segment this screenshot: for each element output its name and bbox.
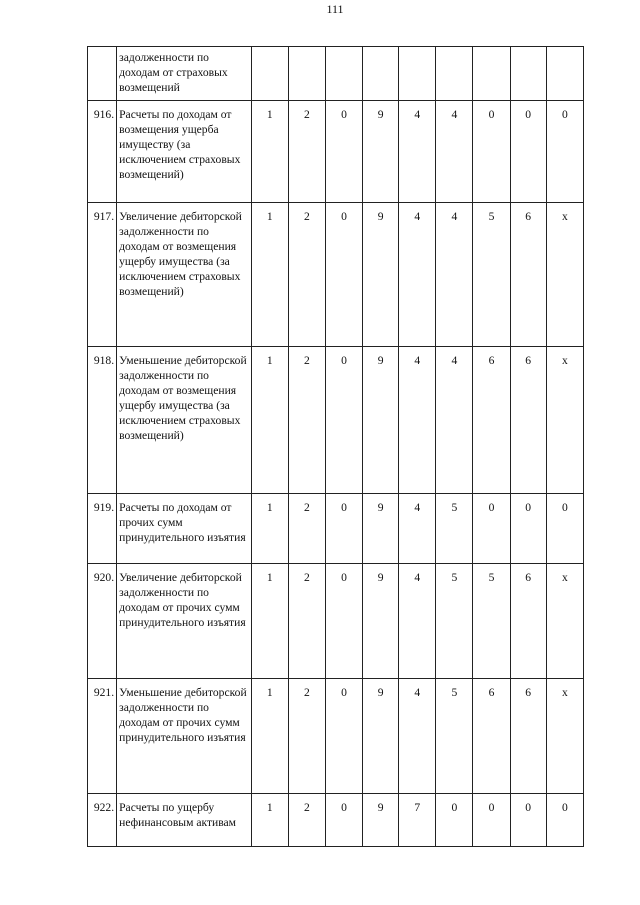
code-digit: 1 [251, 101, 288, 203]
code-digit: 9 [363, 101, 399, 203]
code-digit: 2 [288, 494, 325, 564]
code-digit: 9 [363, 203, 399, 347]
code-digit [288, 47, 325, 101]
code-digit [325, 47, 362, 101]
code-digit: 2 [288, 794, 325, 847]
code-digit: 0 [473, 794, 510, 847]
code-digit [546, 47, 583, 101]
code-digit: 4 [436, 347, 473, 494]
code-digit: x [546, 347, 583, 494]
table-row [88, 679, 584, 794]
table-row [88, 494, 584, 564]
account-name: Расчеты по доходам от возмещения ущерба имуществу (за исключением страховых возмещений) [117, 101, 252, 203]
code-digit: 0 [325, 564, 362, 679]
row-number: 916. [88, 101, 117, 203]
code-digit: 4 [436, 203, 473, 347]
code-digit: 0 [473, 494, 510, 564]
code-digit [510, 47, 546, 101]
code-digit: 2 [288, 564, 325, 679]
account-name: Уменьшение дебиторской задолженности по доходам от прочих сумм принудительного изъятия [117, 679, 252, 794]
code-digit [363, 47, 399, 101]
row-number: 918. [88, 347, 117, 494]
code-digit: 5 [473, 564, 510, 679]
code-digit: 6 [473, 679, 510, 794]
code-digit: 9 [363, 794, 399, 847]
table-row [88, 347, 584, 494]
row-number: 922. [88, 794, 117, 847]
code-digit: 0 [510, 794, 546, 847]
code-digit: 1 [251, 794, 288, 847]
code-digit: 4 [399, 101, 436, 203]
code-digit: 0 [546, 794, 583, 847]
code-digit: 9 [363, 347, 399, 494]
code-digit: 0 [325, 203, 362, 347]
code-digit: 5 [436, 679, 473, 794]
code-digit: 2 [288, 203, 325, 347]
code-digit: 6 [473, 347, 510, 494]
code-digit: 0 [325, 494, 362, 564]
code-digit [251, 47, 288, 101]
row-number [88, 47, 117, 101]
code-digit: 2 [288, 101, 325, 203]
code-digit: 4 [399, 203, 436, 347]
code-digit: 0 [546, 494, 583, 564]
code-digit: 4 [436, 101, 473, 203]
code-digit: 6 [510, 564, 546, 679]
code-digit: 0 [325, 679, 362, 794]
code-digit: 1 [251, 564, 288, 679]
code-digit: 4 [399, 564, 436, 679]
row-number: 920. [88, 564, 117, 679]
code-digit: 5 [436, 494, 473, 564]
account-name: Расчеты по ущербу нефинансовым активам [117, 794, 252, 847]
page-number: 111 [326, 2, 344, 16]
code-digit: 0 [325, 794, 362, 847]
code-digit: 1 [251, 203, 288, 347]
code-digit [473, 47, 510, 101]
code-digit: 6 [510, 347, 546, 494]
code-digit: 1 [251, 494, 288, 564]
table-row [88, 47, 584, 101]
row-number: 921. [88, 679, 117, 794]
code-digit: x [546, 679, 583, 794]
account-name: Уменьшение дебиторской задолженности по доходам от возмещения ущербу имущества (за исключением страховых возмещений) [117, 347, 252, 494]
code-digit: 0 [510, 494, 546, 564]
account-name: задолженности по доходам от страховых возмещений [117, 47, 252, 101]
table-row [88, 101, 584, 203]
code-digit: 0 [325, 347, 362, 494]
code-digit: 6 [510, 203, 546, 347]
code-digit: 0 [510, 101, 546, 203]
code-digit: 9 [363, 494, 399, 564]
account-name: Увеличение дебиторской задолженности по доходам от прочих сумм принудительного изъятия [117, 564, 252, 679]
code-digit: 1 [251, 679, 288, 794]
code-digit: 4 [399, 494, 436, 564]
account-name: Увеличение дебиторской задолженности по доходам от возмещения ущербу имущества (за исключением страховых возмещений) [117, 203, 252, 347]
code-digit: x [546, 203, 583, 347]
code-digit: 4 [399, 347, 436, 494]
table-row [88, 203, 584, 347]
table-row [88, 564, 584, 679]
code-digit: 6 [510, 679, 546, 794]
code-digit: 0 [325, 101, 362, 203]
code-digit: 0 [546, 101, 583, 203]
code-digit: 2 [288, 347, 325, 494]
code-digit: 2 [288, 679, 325, 794]
code-digit: 0 [436, 794, 473, 847]
code-digit: 9 [363, 679, 399, 794]
code-digit [399, 47, 436, 101]
code-digit: x [546, 564, 583, 679]
code-digit: 4 [399, 679, 436, 794]
code-digit: 5 [436, 564, 473, 679]
code-digit [436, 47, 473, 101]
row-number: 919. [88, 494, 117, 564]
code-digit: 7 [399, 794, 436, 847]
code-digit: 1 [251, 347, 288, 494]
account-codes-table [87, 46, 584, 847]
row-number: 917. [88, 203, 117, 347]
code-digit: 5 [473, 203, 510, 347]
table-row [88, 794, 584, 847]
code-digit: 0 [473, 101, 510, 203]
account-name: Расчеты по доходам от прочих сумм принудительного изъятия [117, 494, 252, 564]
code-digit: 9 [363, 564, 399, 679]
